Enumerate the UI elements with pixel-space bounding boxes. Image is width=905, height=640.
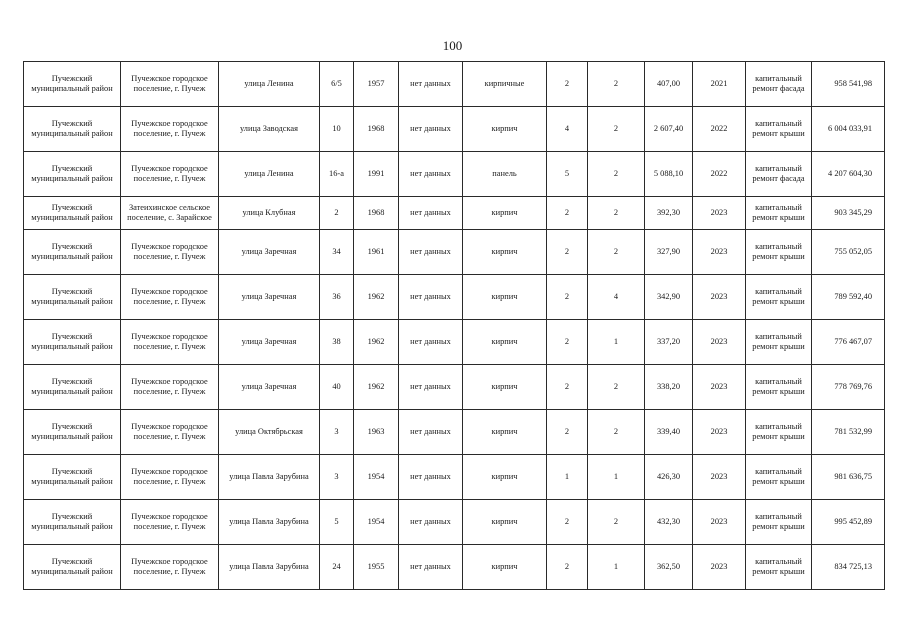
settlement-cell: Затеихинское сельское поселение, с. Зарайское [121, 197, 219, 230]
repair-year-cell: 2023 [693, 275, 746, 320]
wall-material-cell: панель [463, 152, 547, 197]
repair-year-cell: 2022 [693, 152, 746, 197]
floors-cell: 2 [547, 62, 588, 107]
status-cell: нет данных [399, 500, 463, 545]
table-row [24, 275, 885, 320]
status-cell: нет данных [399, 455, 463, 500]
table-row [24, 107, 885, 152]
house-number-cell: 6/5 [320, 62, 354, 107]
settlement-cell: Пучежское городское поселение, г. Пучеж [121, 365, 219, 410]
area-cell: 339,40 [645, 410, 693, 455]
built-year-cell: 1963 [354, 410, 399, 455]
repair-year-cell: 2022 [693, 107, 746, 152]
floors-cell: 2 [547, 545, 588, 590]
cost-cell: 755 052,05 [812, 230, 885, 275]
house-number-cell: 3 [320, 410, 354, 455]
status-cell: нет данных [399, 275, 463, 320]
floors-cell: 2 [547, 275, 588, 320]
table-row [24, 455, 885, 500]
cost-cell: 981 636,75 [812, 455, 885, 500]
work-type-cell: капитальный ремонт фасада [746, 62, 812, 107]
street-cell: улица Клубная [219, 197, 320, 230]
district-cell: Пучежский муниципальный район [24, 107, 121, 152]
district-cell: Пучежский муниципальный район [24, 152, 121, 197]
work-type-cell: капитальный ремонт крыши [746, 320, 812, 365]
settlement-cell: Пучежское городское поселение, г. Пучеж [121, 275, 219, 320]
house-number-cell: 16-а [320, 152, 354, 197]
repair-year-cell: 2021 [693, 62, 746, 107]
settlement-cell: Пучежское городское поселение, г. Пучеж [121, 545, 219, 590]
settlement-cell: Пучежское городское поселение, г. Пучеж [121, 62, 219, 107]
work-type-cell: капитальный ремонт крыши [746, 410, 812, 455]
built-year-cell: 1991 [354, 152, 399, 197]
wall-material-cell: кирпич [463, 410, 547, 455]
district-cell: Пучежский муниципальный район [24, 365, 121, 410]
floors-cell: 2 [547, 197, 588, 230]
status-cell: нет данных [399, 107, 463, 152]
wall-material-cell: кирпич [463, 365, 547, 410]
district-cell: Пучежский муниципальный район [24, 320, 121, 365]
entrances-cell: 2 [588, 410, 645, 455]
wall-material-cell: кирпич [463, 107, 547, 152]
cost-cell: 903 345,29 [812, 197, 885, 230]
street-cell: улица Заречная [219, 230, 320, 275]
status-cell: нет данных [399, 320, 463, 365]
entrances-cell: 2 [588, 500, 645, 545]
district-cell: Пучежский муниципальный район [24, 62, 121, 107]
work-type-cell: капитальный ремонт крыши [746, 455, 812, 500]
wall-material-cell: кирпич [463, 197, 547, 230]
status-cell: нет данных [399, 410, 463, 455]
floors-cell: 2 [547, 230, 588, 275]
settlement-cell: Пучежское городское поселение, г. Пучеж [121, 230, 219, 275]
floors-cell: 2 [547, 410, 588, 455]
floors-cell: 1 [547, 455, 588, 500]
street-cell: улица Заречная [219, 275, 320, 320]
table-row [24, 320, 885, 365]
built-year-cell: 1961 [354, 230, 399, 275]
area-cell: 407,00 [645, 62, 693, 107]
street-cell: улица Заводская [219, 107, 320, 152]
entrances-cell: 2 [588, 197, 645, 230]
area-cell: 337,20 [645, 320, 693, 365]
repair-year-cell: 2023 [693, 230, 746, 275]
house-number-cell: 5 [320, 500, 354, 545]
table-row [24, 230, 885, 275]
repair-year-cell: 2023 [693, 545, 746, 590]
work-type-cell: капитальный ремонт крыши [746, 365, 812, 410]
cost-cell: 781 532,99 [812, 410, 885, 455]
cost-cell: 834 725,13 [812, 545, 885, 590]
work-type-cell: капитальный ремонт крыши [746, 197, 812, 230]
street-cell: улица Павла Зарубина [219, 545, 320, 590]
entrances-cell: 1 [588, 455, 645, 500]
floors-cell: 2 [547, 500, 588, 545]
house-number-cell: 38 [320, 320, 354, 365]
wall-material-cell: кирпич [463, 275, 547, 320]
cost-cell: 6 004 033,91 [812, 107, 885, 152]
work-type-cell: капитальный ремонт крыши [746, 107, 812, 152]
house-number-cell: 40 [320, 365, 354, 410]
house-number-cell: 24 [320, 545, 354, 590]
district-cell: Пучежский муниципальный район [24, 230, 121, 275]
district-cell: Пучежский муниципальный район [24, 455, 121, 500]
settlement-cell: Пучежское городское поселение, г. Пучеж [121, 500, 219, 545]
status-cell: нет данных [399, 365, 463, 410]
settlement-cell: Пучежское городское поселение, г. Пучеж [121, 410, 219, 455]
wall-material-cell: кирпич [463, 545, 547, 590]
built-year-cell: 1968 [354, 197, 399, 230]
house-number-cell: 10 [320, 107, 354, 152]
built-year-cell: 1954 [354, 500, 399, 545]
wall-material-cell: кирпичные [463, 62, 547, 107]
cost-cell: 958 541,98 [812, 62, 885, 107]
area-cell: 338,20 [645, 365, 693, 410]
entrances-cell: 1 [588, 320, 645, 365]
repair-year-cell: 2023 [693, 197, 746, 230]
street-cell: улица Ленина [219, 62, 320, 107]
area-cell: 342,90 [645, 275, 693, 320]
table-row [24, 545, 885, 590]
floors-cell: 2 [547, 365, 588, 410]
wall-material-cell: кирпич [463, 500, 547, 545]
built-year-cell: 1962 [354, 320, 399, 365]
built-year-cell: 1962 [354, 365, 399, 410]
work-type-cell: капитальный ремонт крыши [746, 275, 812, 320]
built-year-cell: 1968 [354, 107, 399, 152]
area-cell: 5 088,10 [645, 152, 693, 197]
work-type-cell: капитальный ремонт фасада [746, 152, 812, 197]
cost-cell: 778 769,76 [812, 365, 885, 410]
area-cell: 327,90 [645, 230, 693, 275]
settlement-cell: Пучежское городское поселение, г. Пучеж [121, 455, 219, 500]
street-cell: улица Павла Зарубина [219, 455, 320, 500]
district-cell: Пучежский муниципальный район [24, 500, 121, 545]
street-cell: улица Заречная [219, 320, 320, 365]
wall-material-cell: кирпич [463, 230, 547, 275]
repair-year-cell: 2023 [693, 320, 746, 365]
district-cell: Пучежский муниципальный район [24, 545, 121, 590]
house-number-cell: 36 [320, 275, 354, 320]
district-cell: Пучежский муниципальный район [24, 410, 121, 455]
cost-cell: 995 452,89 [812, 500, 885, 545]
table-row [24, 62, 885, 107]
street-cell: улица Павла Зарубина [219, 500, 320, 545]
area-cell: 2 607,40 [645, 107, 693, 152]
wall-material-cell: кирпич [463, 320, 547, 365]
street-cell: улица Заречная [219, 365, 320, 410]
status-cell: нет данных [399, 62, 463, 107]
district-cell: Пучежский муниципальный район [24, 275, 121, 320]
built-year-cell: 1955 [354, 545, 399, 590]
cost-cell: 4 207 604,30 [812, 152, 885, 197]
settlement-cell: Пучежское городское поселение, г. Пучеж [121, 152, 219, 197]
table-row [24, 197, 885, 230]
built-year-cell: 1962 [354, 275, 399, 320]
entrances-cell: 1 [588, 545, 645, 590]
status-cell: нет данных [399, 152, 463, 197]
area-cell: 362,50 [645, 545, 693, 590]
house-number-cell: 2 [320, 197, 354, 230]
table-body [24, 62, 885, 590]
built-year-cell: 1954 [354, 455, 399, 500]
area-cell: 432,30 [645, 500, 693, 545]
house-number-cell: 3 [320, 455, 354, 500]
street-cell: улица Ленина [219, 152, 320, 197]
area-cell: 392,30 [645, 197, 693, 230]
repair-year-cell: 2023 [693, 455, 746, 500]
status-cell: нет данных [399, 197, 463, 230]
repair-year-cell: 2023 [693, 410, 746, 455]
settlement-cell: Пучежское городское поселение, г. Пучеж [121, 320, 219, 365]
floors-cell: 2 [547, 320, 588, 365]
status-cell: нет данных [399, 230, 463, 275]
district-cell: Пучежский муниципальный район [24, 197, 121, 230]
repair-year-cell: 2023 [693, 500, 746, 545]
house-number-cell: 34 [320, 230, 354, 275]
work-type-cell: капитальный ремонт крыши [746, 230, 812, 275]
floors-cell: 4 [547, 107, 588, 152]
area-cell: 426,30 [645, 455, 693, 500]
entrances-cell: 2 [588, 107, 645, 152]
cost-cell: 776 467,07 [812, 320, 885, 365]
wall-material-cell: кирпич [463, 455, 547, 500]
entrances-cell: 2 [588, 152, 645, 197]
repair-year-cell: 2023 [693, 365, 746, 410]
cost-cell: 789 592,40 [812, 275, 885, 320]
table-row [24, 365, 885, 410]
housing-repair-table [23, 61, 885, 590]
page-number: 100 [442, 38, 463, 53]
entrances-cell: 2 [588, 62, 645, 107]
table-row [24, 152, 885, 197]
built-year-cell: 1957 [354, 62, 399, 107]
table-row [24, 410, 885, 455]
floors-cell: 5 [547, 152, 588, 197]
work-type-cell: капитальный ремонт крыши [746, 500, 812, 545]
settlement-cell: Пучежское городское поселение, г. Пучеж [121, 107, 219, 152]
entrances-cell: 2 [588, 365, 645, 410]
entrances-cell: 2 [588, 230, 645, 275]
status-cell: нет данных [399, 545, 463, 590]
table-row [24, 500, 885, 545]
entrances-cell: 4 [588, 275, 645, 320]
street-cell: улица Октябрьская [219, 410, 320, 455]
work-type-cell: капитальный ремонт крыши [746, 545, 812, 590]
